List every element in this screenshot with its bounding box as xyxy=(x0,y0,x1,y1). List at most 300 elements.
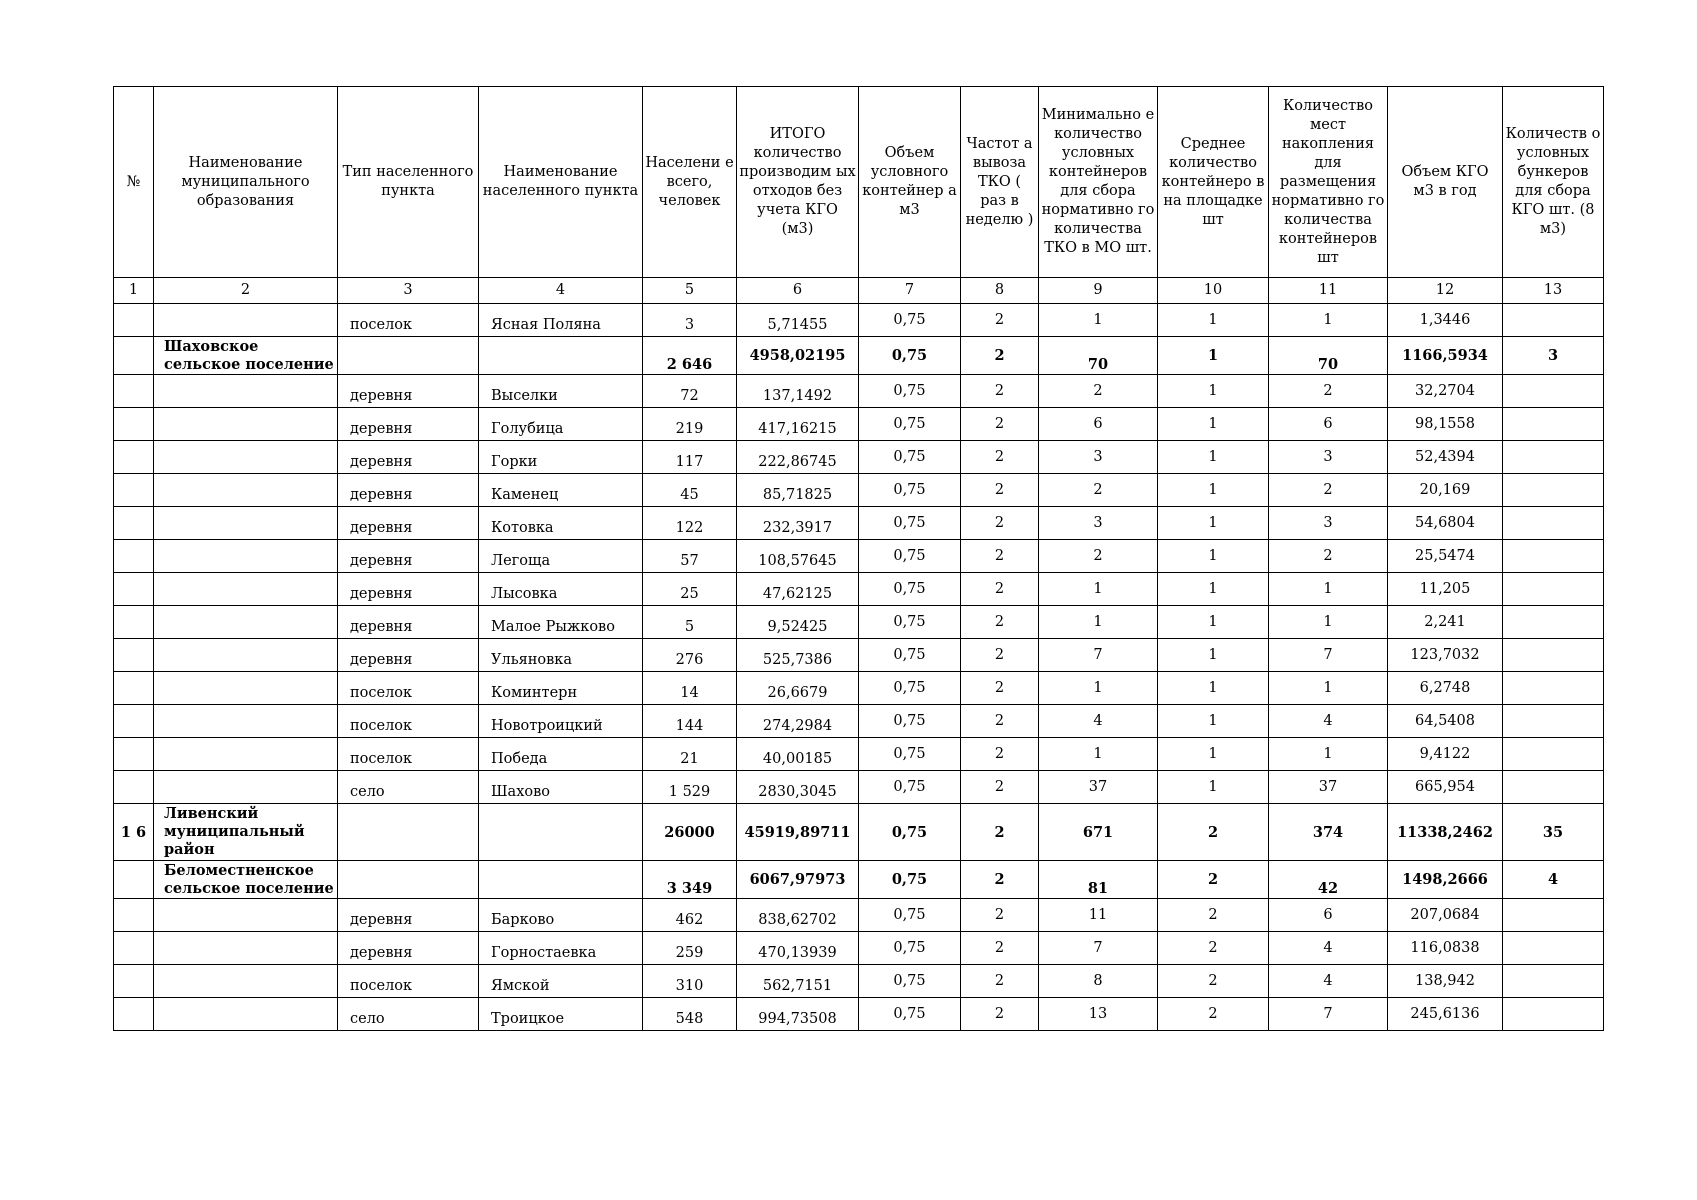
kgo-volume: 25,5474 xyxy=(1388,540,1503,573)
min-containers: 2 xyxy=(1039,474,1158,507)
municipality-name xyxy=(154,304,338,337)
waste-total: 85,71825 xyxy=(737,474,859,507)
header-cell: Наименование населенного пункта xyxy=(479,87,643,278)
min-containers: 1 xyxy=(1039,606,1158,639)
header-cell: Минимально е количество условных контейнеров для сбора нормативно го количества ТКО в МО шт. xyxy=(1039,87,1158,278)
accumulation-places: 4 xyxy=(1269,965,1388,998)
population: 462 xyxy=(643,899,737,932)
kgo-bunkers: 3 xyxy=(1503,337,1604,375)
row-number xyxy=(114,899,154,932)
kgo-volume: 665,954 xyxy=(1388,771,1503,804)
table-row xyxy=(114,540,1604,573)
kgo-bunkers xyxy=(1503,932,1604,965)
pickup-frequency: 2 xyxy=(961,672,1039,705)
waste-total: 562,7151 xyxy=(737,965,859,998)
min-containers: 11 xyxy=(1039,899,1158,932)
container-volume: 0,75 xyxy=(859,899,961,932)
accumulation-places: 7 xyxy=(1269,998,1388,1031)
column-number: 5 xyxy=(643,278,737,304)
avg-containers: 1 xyxy=(1158,738,1269,771)
municipality-name: Ливенский муниципальный район xyxy=(154,804,338,861)
row-number xyxy=(114,375,154,408)
subtotal-row xyxy=(114,337,1604,375)
municipality-name xyxy=(154,932,338,965)
settlement-type: деревня xyxy=(338,441,479,474)
container-volume: 0,75 xyxy=(859,408,961,441)
settlement-type: село xyxy=(338,998,479,1031)
min-containers: 37 xyxy=(1039,771,1158,804)
pickup-frequency: 2 xyxy=(961,304,1039,337)
kgo-bunkers xyxy=(1503,771,1604,804)
avg-containers: 1 xyxy=(1158,375,1269,408)
population: 21 xyxy=(643,738,737,771)
accumulation-places: 1 xyxy=(1269,606,1388,639)
pickup-frequency: 2 xyxy=(961,474,1039,507)
settlement-name: Шахово xyxy=(479,771,643,804)
subtotal-row xyxy=(114,804,1604,861)
table-row xyxy=(114,639,1604,672)
row-number xyxy=(114,337,154,375)
kgo-volume: 1498,2666 xyxy=(1388,861,1503,899)
accumulation-places: 37 xyxy=(1269,771,1388,804)
municipality-name xyxy=(154,738,338,771)
accumulation-places: 70 xyxy=(1269,337,1388,375)
table-row xyxy=(114,375,1604,408)
pickup-frequency: 2 xyxy=(961,899,1039,932)
waste-total: 2830,3045 xyxy=(737,771,859,804)
row-number xyxy=(114,932,154,965)
container-volume: 0,75 xyxy=(859,540,961,573)
container-volume: 0,75 xyxy=(859,375,961,408)
accumulation-places: 3 xyxy=(1269,441,1388,474)
avg-containers: 1 xyxy=(1158,304,1269,337)
settlement-name: Троицкое xyxy=(479,998,643,1031)
pickup-frequency: 2 xyxy=(961,337,1039,375)
settlement-type: поселок xyxy=(338,965,479,998)
row-number xyxy=(114,507,154,540)
pickup-frequency: 2 xyxy=(961,573,1039,606)
settlement-name: Каменец xyxy=(479,474,643,507)
municipality-name: Шаховское сельское поселение xyxy=(154,337,338,375)
container-volume: 0,75 xyxy=(859,861,961,899)
settlement-name: Горки xyxy=(479,441,643,474)
population: 117 xyxy=(643,441,737,474)
municipality-name xyxy=(154,899,338,932)
settlement-type: деревня xyxy=(338,375,479,408)
waste-total: 525,7386 xyxy=(737,639,859,672)
row-number xyxy=(114,861,154,899)
settlement-name: Горностаевка xyxy=(479,932,643,965)
accumulation-places: 2 xyxy=(1269,474,1388,507)
waste-total: 274,2984 xyxy=(737,705,859,738)
kgo-bunkers xyxy=(1503,705,1604,738)
table-row xyxy=(114,738,1604,771)
waste-total: 417,16215 xyxy=(737,408,859,441)
waste-table xyxy=(113,86,1604,1031)
table-row xyxy=(114,304,1604,337)
min-containers: 7 xyxy=(1039,639,1158,672)
pickup-frequency: 2 xyxy=(961,804,1039,861)
avg-containers: 1 xyxy=(1158,672,1269,705)
settlement-type: деревня xyxy=(338,932,479,965)
waste-total: 222,86745 xyxy=(737,441,859,474)
waste-total: 47,62125 xyxy=(737,573,859,606)
settlement-name: Выселки xyxy=(479,375,643,408)
row-number xyxy=(114,998,154,1031)
municipality-name xyxy=(154,375,338,408)
min-containers: 2 xyxy=(1039,540,1158,573)
settlement-name: Ульяновка xyxy=(479,639,643,672)
population: 1 529 xyxy=(643,771,737,804)
kgo-volume: 138,942 xyxy=(1388,965,1503,998)
table-body xyxy=(114,304,1604,1031)
avg-containers: 1 xyxy=(1158,606,1269,639)
table-row xyxy=(114,965,1604,998)
population: 3 349 xyxy=(643,861,737,899)
min-containers: 70 xyxy=(1039,337,1158,375)
kgo-bunkers xyxy=(1503,540,1604,573)
municipality-name: Беломестненское сельское поселение xyxy=(154,861,338,899)
municipality-name xyxy=(154,639,338,672)
container-volume: 0,75 xyxy=(859,672,961,705)
settlement-type: деревня xyxy=(338,573,479,606)
population: 2 646 xyxy=(643,337,737,375)
header-cell: Количество мест накопления для размещения нормативно го количества контейнеров шт xyxy=(1269,87,1388,278)
kgo-volume: 9,4122 xyxy=(1388,738,1503,771)
accumulation-places: 7 xyxy=(1269,639,1388,672)
accumulation-places: 3 xyxy=(1269,507,1388,540)
container-volume: 0,75 xyxy=(859,304,961,337)
min-containers: 13 xyxy=(1039,998,1158,1031)
column-number-row xyxy=(114,278,1604,304)
kgo-bunkers xyxy=(1503,899,1604,932)
table-row xyxy=(114,998,1604,1031)
column-number: 2 xyxy=(154,278,338,304)
column-number: 8 xyxy=(961,278,1039,304)
row-number xyxy=(114,738,154,771)
waste-total: 4958,02195 xyxy=(737,337,859,375)
min-containers: 4 xyxy=(1039,705,1158,738)
settlement-type: деревня xyxy=(338,639,479,672)
kgo-volume: 32,2704 xyxy=(1388,375,1503,408)
row-number xyxy=(114,965,154,998)
municipality-name xyxy=(154,606,338,639)
column-number: 4 xyxy=(479,278,643,304)
row-number xyxy=(114,441,154,474)
table-row xyxy=(114,507,1604,540)
settlement-type xyxy=(338,337,479,375)
avg-containers: 2 xyxy=(1158,861,1269,899)
settlement-type: деревня xyxy=(338,507,479,540)
kgo-volume: 11,205 xyxy=(1388,573,1503,606)
column-number: 13 xyxy=(1503,278,1604,304)
settlement-name: Лысовка xyxy=(479,573,643,606)
municipality-name xyxy=(154,573,338,606)
pickup-frequency: 2 xyxy=(961,507,1039,540)
accumulation-places: 1 xyxy=(1269,573,1388,606)
kgo-volume: 11338,2462 xyxy=(1388,804,1503,861)
container-volume: 0,75 xyxy=(859,705,961,738)
container-volume: 0,75 xyxy=(859,998,961,1031)
kgo-volume: 207,0684 xyxy=(1388,899,1503,932)
municipality-name xyxy=(154,771,338,804)
settlement-type: деревня xyxy=(338,408,479,441)
table-row xyxy=(114,932,1604,965)
waste-total: 5,71455 xyxy=(737,304,859,337)
avg-containers: 1 xyxy=(1158,540,1269,573)
kgo-bunkers xyxy=(1503,507,1604,540)
municipality-name xyxy=(154,705,338,738)
accumulation-places: 1 xyxy=(1269,672,1388,705)
settlement-type: село xyxy=(338,771,479,804)
pickup-frequency: 2 xyxy=(961,861,1039,899)
row-number xyxy=(114,573,154,606)
row-number xyxy=(114,304,154,337)
accumulation-places: 42 xyxy=(1269,861,1388,899)
kgo-bunkers xyxy=(1503,304,1604,337)
kgo-bunkers xyxy=(1503,573,1604,606)
settlement-type xyxy=(338,804,479,861)
min-containers: 7 xyxy=(1039,932,1158,965)
kgo-volume: 123,7032 xyxy=(1388,639,1503,672)
population: 45 xyxy=(643,474,737,507)
pickup-frequency: 2 xyxy=(961,705,1039,738)
container-volume: 0,75 xyxy=(859,965,961,998)
min-containers: 1 xyxy=(1039,304,1158,337)
header-row xyxy=(114,87,1604,278)
kgo-bunkers: 4 xyxy=(1503,861,1604,899)
settlement-name: Легоща xyxy=(479,540,643,573)
container-volume: 0,75 xyxy=(859,932,961,965)
column-number: 10 xyxy=(1158,278,1269,304)
avg-containers: 2 xyxy=(1158,998,1269,1031)
column-number: 7 xyxy=(859,278,961,304)
avg-containers: 1 xyxy=(1158,705,1269,738)
avg-containers: 1 xyxy=(1158,337,1269,375)
waste-total: 470,13939 xyxy=(737,932,859,965)
min-containers: 1 xyxy=(1039,738,1158,771)
kgo-volume: 20,169 xyxy=(1388,474,1503,507)
header-cell: № xyxy=(114,87,154,278)
header-cell: Частот а вывоза ТКО ( раз в неделю ) xyxy=(961,87,1039,278)
table-row xyxy=(114,474,1604,507)
header-cell: Объем условного контейнер а м3 xyxy=(859,87,961,278)
header-cell: Среднее количество контейнеро в на площадке шт xyxy=(1158,87,1269,278)
municipality-name xyxy=(154,672,338,705)
column-number: 12 xyxy=(1388,278,1503,304)
container-volume: 0,75 xyxy=(859,474,961,507)
settlement-name: Новотроицкий xyxy=(479,705,643,738)
settlement-name xyxy=(479,861,643,899)
min-containers: 1 xyxy=(1039,672,1158,705)
kgo-volume: 1,3446 xyxy=(1388,304,1503,337)
waste-total: 40,00185 xyxy=(737,738,859,771)
kgo-volume: 245,6136 xyxy=(1388,998,1503,1031)
column-number: 3 xyxy=(338,278,479,304)
row-number xyxy=(114,672,154,705)
kgo-bunkers xyxy=(1503,606,1604,639)
kgo-bunkers: 35 xyxy=(1503,804,1604,861)
waste-total: 108,57645 xyxy=(737,540,859,573)
table-row xyxy=(114,573,1604,606)
pickup-frequency: 2 xyxy=(961,606,1039,639)
min-containers: 3 xyxy=(1039,507,1158,540)
settlement-name xyxy=(479,337,643,375)
population: 57 xyxy=(643,540,737,573)
table-row xyxy=(114,899,1604,932)
settlement-type: деревня xyxy=(338,474,479,507)
kgo-volume: 2,241 xyxy=(1388,606,1503,639)
settlement-name: Голубица xyxy=(479,408,643,441)
municipality-name xyxy=(154,441,338,474)
avg-containers: 1 xyxy=(1158,507,1269,540)
row-number xyxy=(114,540,154,573)
accumulation-places: 1 xyxy=(1269,738,1388,771)
settlement-type: деревня xyxy=(338,606,479,639)
municipality-name xyxy=(154,540,338,573)
row-number: 1 6 xyxy=(114,804,154,861)
row-number xyxy=(114,705,154,738)
avg-containers: 1 xyxy=(1158,771,1269,804)
min-containers: 8 xyxy=(1039,965,1158,998)
settlement-type: поселок xyxy=(338,304,479,337)
avg-containers: 2 xyxy=(1158,965,1269,998)
container-volume: 0,75 xyxy=(859,639,961,672)
accumulation-places: 4 xyxy=(1269,932,1388,965)
settlement-name: Ясная Поляна xyxy=(479,304,643,337)
population: 14 xyxy=(643,672,737,705)
population: 122 xyxy=(643,507,737,540)
kgo-bunkers xyxy=(1503,375,1604,408)
avg-containers: 2 xyxy=(1158,804,1269,861)
avg-containers: 1 xyxy=(1158,639,1269,672)
kgo-volume: 1166,5934 xyxy=(1388,337,1503,375)
kgo-volume: 54,6804 xyxy=(1388,507,1503,540)
kgo-volume: 6,2748 xyxy=(1388,672,1503,705)
pickup-frequency: 2 xyxy=(961,540,1039,573)
municipality-name xyxy=(154,507,338,540)
population: 3 xyxy=(643,304,737,337)
pickup-frequency: 2 xyxy=(961,998,1039,1031)
pickup-frequency: 2 xyxy=(961,408,1039,441)
population: 276 xyxy=(643,639,737,672)
min-containers: 81 xyxy=(1039,861,1158,899)
header-cell: Количеств о условных бункеров для сбора КГО шт. (8 м3) xyxy=(1503,87,1604,278)
kgo-bunkers xyxy=(1503,408,1604,441)
settlement-type: деревня xyxy=(338,540,479,573)
kgo-volume: 98,1558 xyxy=(1388,408,1503,441)
column-number: 9 xyxy=(1039,278,1158,304)
waste-total: 9,52425 xyxy=(737,606,859,639)
kgo-bunkers xyxy=(1503,672,1604,705)
accumulation-places: 6 xyxy=(1269,899,1388,932)
settlement-name: Малое Рыжково xyxy=(479,606,643,639)
min-containers: 3 xyxy=(1039,441,1158,474)
row-number xyxy=(114,771,154,804)
container-volume: 0,75 xyxy=(859,441,961,474)
kgo-bunkers xyxy=(1503,998,1604,1031)
avg-containers: 2 xyxy=(1158,932,1269,965)
kgo-volume: 64,5408 xyxy=(1388,705,1503,738)
waste-total: 994,73508 xyxy=(737,998,859,1031)
kgo-bunkers xyxy=(1503,738,1604,771)
accumulation-places: 2 xyxy=(1269,375,1388,408)
population: 25 xyxy=(643,573,737,606)
row-number xyxy=(114,606,154,639)
municipality-name xyxy=(154,965,338,998)
min-containers: 1 xyxy=(1039,573,1158,606)
settlement-type: поселок xyxy=(338,672,479,705)
container-volume: 0,75 xyxy=(859,804,961,861)
row-number xyxy=(114,408,154,441)
kgo-bunkers xyxy=(1503,474,1604,507)
settlement-type xyxy=(338,861,479,899)
column-number: 11 xyxy=(1269,278,1388,304)
row-number xyxy=(114,639,154,672)
container-volume: 0,75 xyxy=(859,771,961,804)
settlement-name: Коминтерн xyxy=(479,672,643,705)
avg-containers: 1 xyxy=(1158,408,1269,441)
min-containers: 2 xyxy=(1039,375,1158,408)
kgo-bunkers xyxy=(1503,965,1604,998)
table-row xyxy=(114,771,1604,804)
pickup-frequency: 2 xyxy=(961,738,1039,771)
waste-total: 26,6679 xyxy=(737,672,859,705)
table-row xyxy=(114,441,1604,474)
population: 72 xyxy=(643,375,737,408)
waste-total: 232,3917 xyxy=(737,507,859,540)
table-row xyxy=(114,672,1604,705)
avg-containers: 2 xyxy=(1158,899,1269,932)
settlement-name: Победа xyxy=(479,738,643,771)
kgo-volume: 116,0838 xyxy=(1388,932,1503,965)
kgo-volume: 52,4394 xyxy=(1388,441,1503,474)
waste-total: 137,1492 xyxy=(737,375,859,408)
settlement-name: Котовка xyxy=(479,507,643,540)
population: 219 xyxy=(643,408,737,441)
population: 548 xyxy=(643,998,737,1031)
population: 26000 xyxy=(643,804,737,861)
container-volume: 0,75 xyxy=(859,337,961,375)
accumulation-places: 374 xyxy=(1269,804,1388,861)
accumulation-places: 6 xyxy=(1269,408,1388,441)
table-row xyxy=(114,408,1604,441)
pickup-frequency: 2 xyxy=(961,771,1039,804)
container-volume: 0,75 xyxy=(859,738,961,771)
population: 310 xyxy=(643,965,737,998)
table-row xyxy=(114,705,1604,738)
settlement-type: деревня xyxy=(338,899,479,932)
min-containers: 6 xyxy=(1039,408,1158,441)
container-volume: 0,75 xyxy=(859,507,961,540)
row-number xyxy=(114,474,154,507)
pickup-frequency: 2 xyxy=(961,639,1039,672)
header-cell: Тип населенного пункта xyxy=(338,87,479,278)
column-number: 6 xyxy=(737,278,859,304)
waste-total: 45919,89711 xyxy=(737,804,859,861)
pickup-frequency: 2 xyxy=(961,932,1039,965)
settlement-name: Барково xyxy=(479,899,643,932)
accumulation-places: 2 xyxy=(1269,540,1388,573)
table-row xyxy=(114,606,1604,639)
pickup-frequency: 2 xyxy=(961,441,1039,474)
settlement-type: поселок xyxy=(338,705,479,738)
waste-total: 838,62702 xyxy=(737,899,859,932)
waste-total: 6067,97973 xyxy=(737,861,859,899)
kgo-bunkers xyxy=(1503,441,1604,474)
min-containers: 671 xyxy=(1039,804,1158,861)
container-volume: 0,75 xyxy=(859,606,961,639)
